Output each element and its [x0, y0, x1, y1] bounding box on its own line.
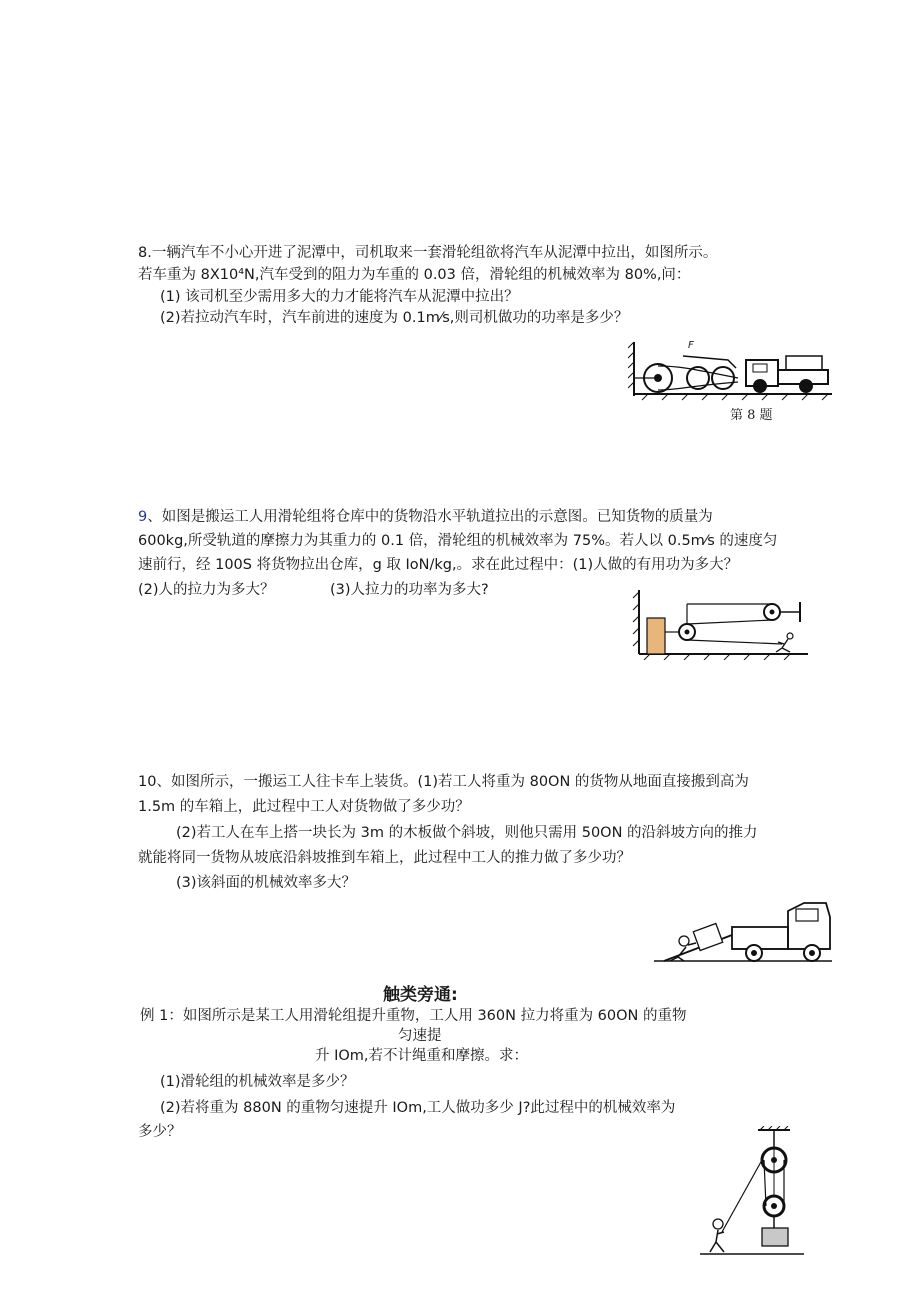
- example-1-line-1: 例 1：如图所示是某工人用滑轮组提升重物，工人用 360N 拉力将重为 60ON 的重物: [140, 1008, 687, 1024]
- q9-line-3: 速前行，经 100S 将货物拉出仓库，g 取 IoN/kg,。求在此过程中：(1)人做的有用功为多大？: [138, 557, 739, 573]
- q9-line-1-text: 、如图是搬运工人用滑轮组将仓库中的货物沿水平轨道拉出的示意图。已知货物的质量为: [147, 509, 713, 525]
- section-heading: 触类旁通:: [383, 985, 458, 1005]
- lifting-pulley-figure: [700, 1126, 810, 1268]
- q8-caption-text: 第 8 题: [730, 408, 773, 423]
- q9-line-4b: (3)人拉力的功率为多大?: [330, 582, 489, 598]
- q10-line-2: 1.5m 的车箱上，此过程中工人对货物做了多少功？: [138, 799, 470, 815]
- q10-line-3: (2)若工人在车上搭一块长为 3m 的木板做个斜坡，则他只需用 50ON 的沿斜坡方向的推力: [176, 825, 758, 841]
- spacer: [50, 28, 51, 29]
- q8-line-2: 若车重为 8X10⁴N,汽车受到的阻力为车重的 0.03 倍，滑轮组的机械效率为 80%,问：: [138, 267, 691, 283]
- q9-number: 9: [138, 509, 148, 525]
- q8-figure-label: F: [688, 340, 694, 351]
- q8-subquestion-1: (1) 该司机至少需用多大的力才能将汽车从泥潭中拉出？: [160, 289, 519, 305]
- example-1-line-2: 匀速提: [398, 1028, 442, 1044]
- truck-ramp-figure: [654, 897, 834, 967]
- q10-line-1: 10、如图所示，一搬运工人往卡车上装货。(1)若工人将重为 80ON 的货物从地面直接搬到高为: [138, 774, 749, 790]
- example-1-subquestion-2-cont: 多少？: [138, 1124, 182, 1140]
- warehouse-pulley-figure: [632, 588, 810, 660]
- example-1-subquestion-2: (2)若将重为 880N 的重物匀速提升 IOm,工人做功多少 J?此过程中的机械效率为: [160, 1100, 676, 1116]
- example-1-line-3: 升 IOm,若不计绳重和摩擦。求：: [315, 1048, 529, 1064]
- q10-line-4: 就能将同一货物从坡底沿斜坡推到车箱上，此过程中工人的推力做了多少功？: [138, 850, 631, 866]
- car-pulley-figure: [628, 338, 836, 402]
- q9-line-4a: (2)人的拉力为多大？: [138, 582, 275, 598]
- q8-subquestion-2: (2)若拉动汽车时，汽车前进的速度为 0.1m⁄s,则司机做功的功率是多少？: [160, 310, 629, 326]
- q8-figure-caption: [730, 404, 773, 423]
- q9-line-2: 600kg,所受轨道的摩擦力为其重力的 0.1 倍，滑轮组的机械效率为 75%。若人以 0.5m⁄s 的速度匀: [138, 533, 778, 549]
- q8-line-1: 8.一辆汽车不小心开进了泥潭中，司机取来一套滑轮组欲将汽车从泥潭中拉出，如图所示。: [138, 245, 718, 261]
- example-1-subquestion-1: (1)滑轮组的机械效率是多少？: [160, 1074, 355, 1090]
- q10-line-5: (3)该斜面的机械效率多大？: [176, 875, 357, 891]
- q9-line-1: [138, 507, 713, 527]
